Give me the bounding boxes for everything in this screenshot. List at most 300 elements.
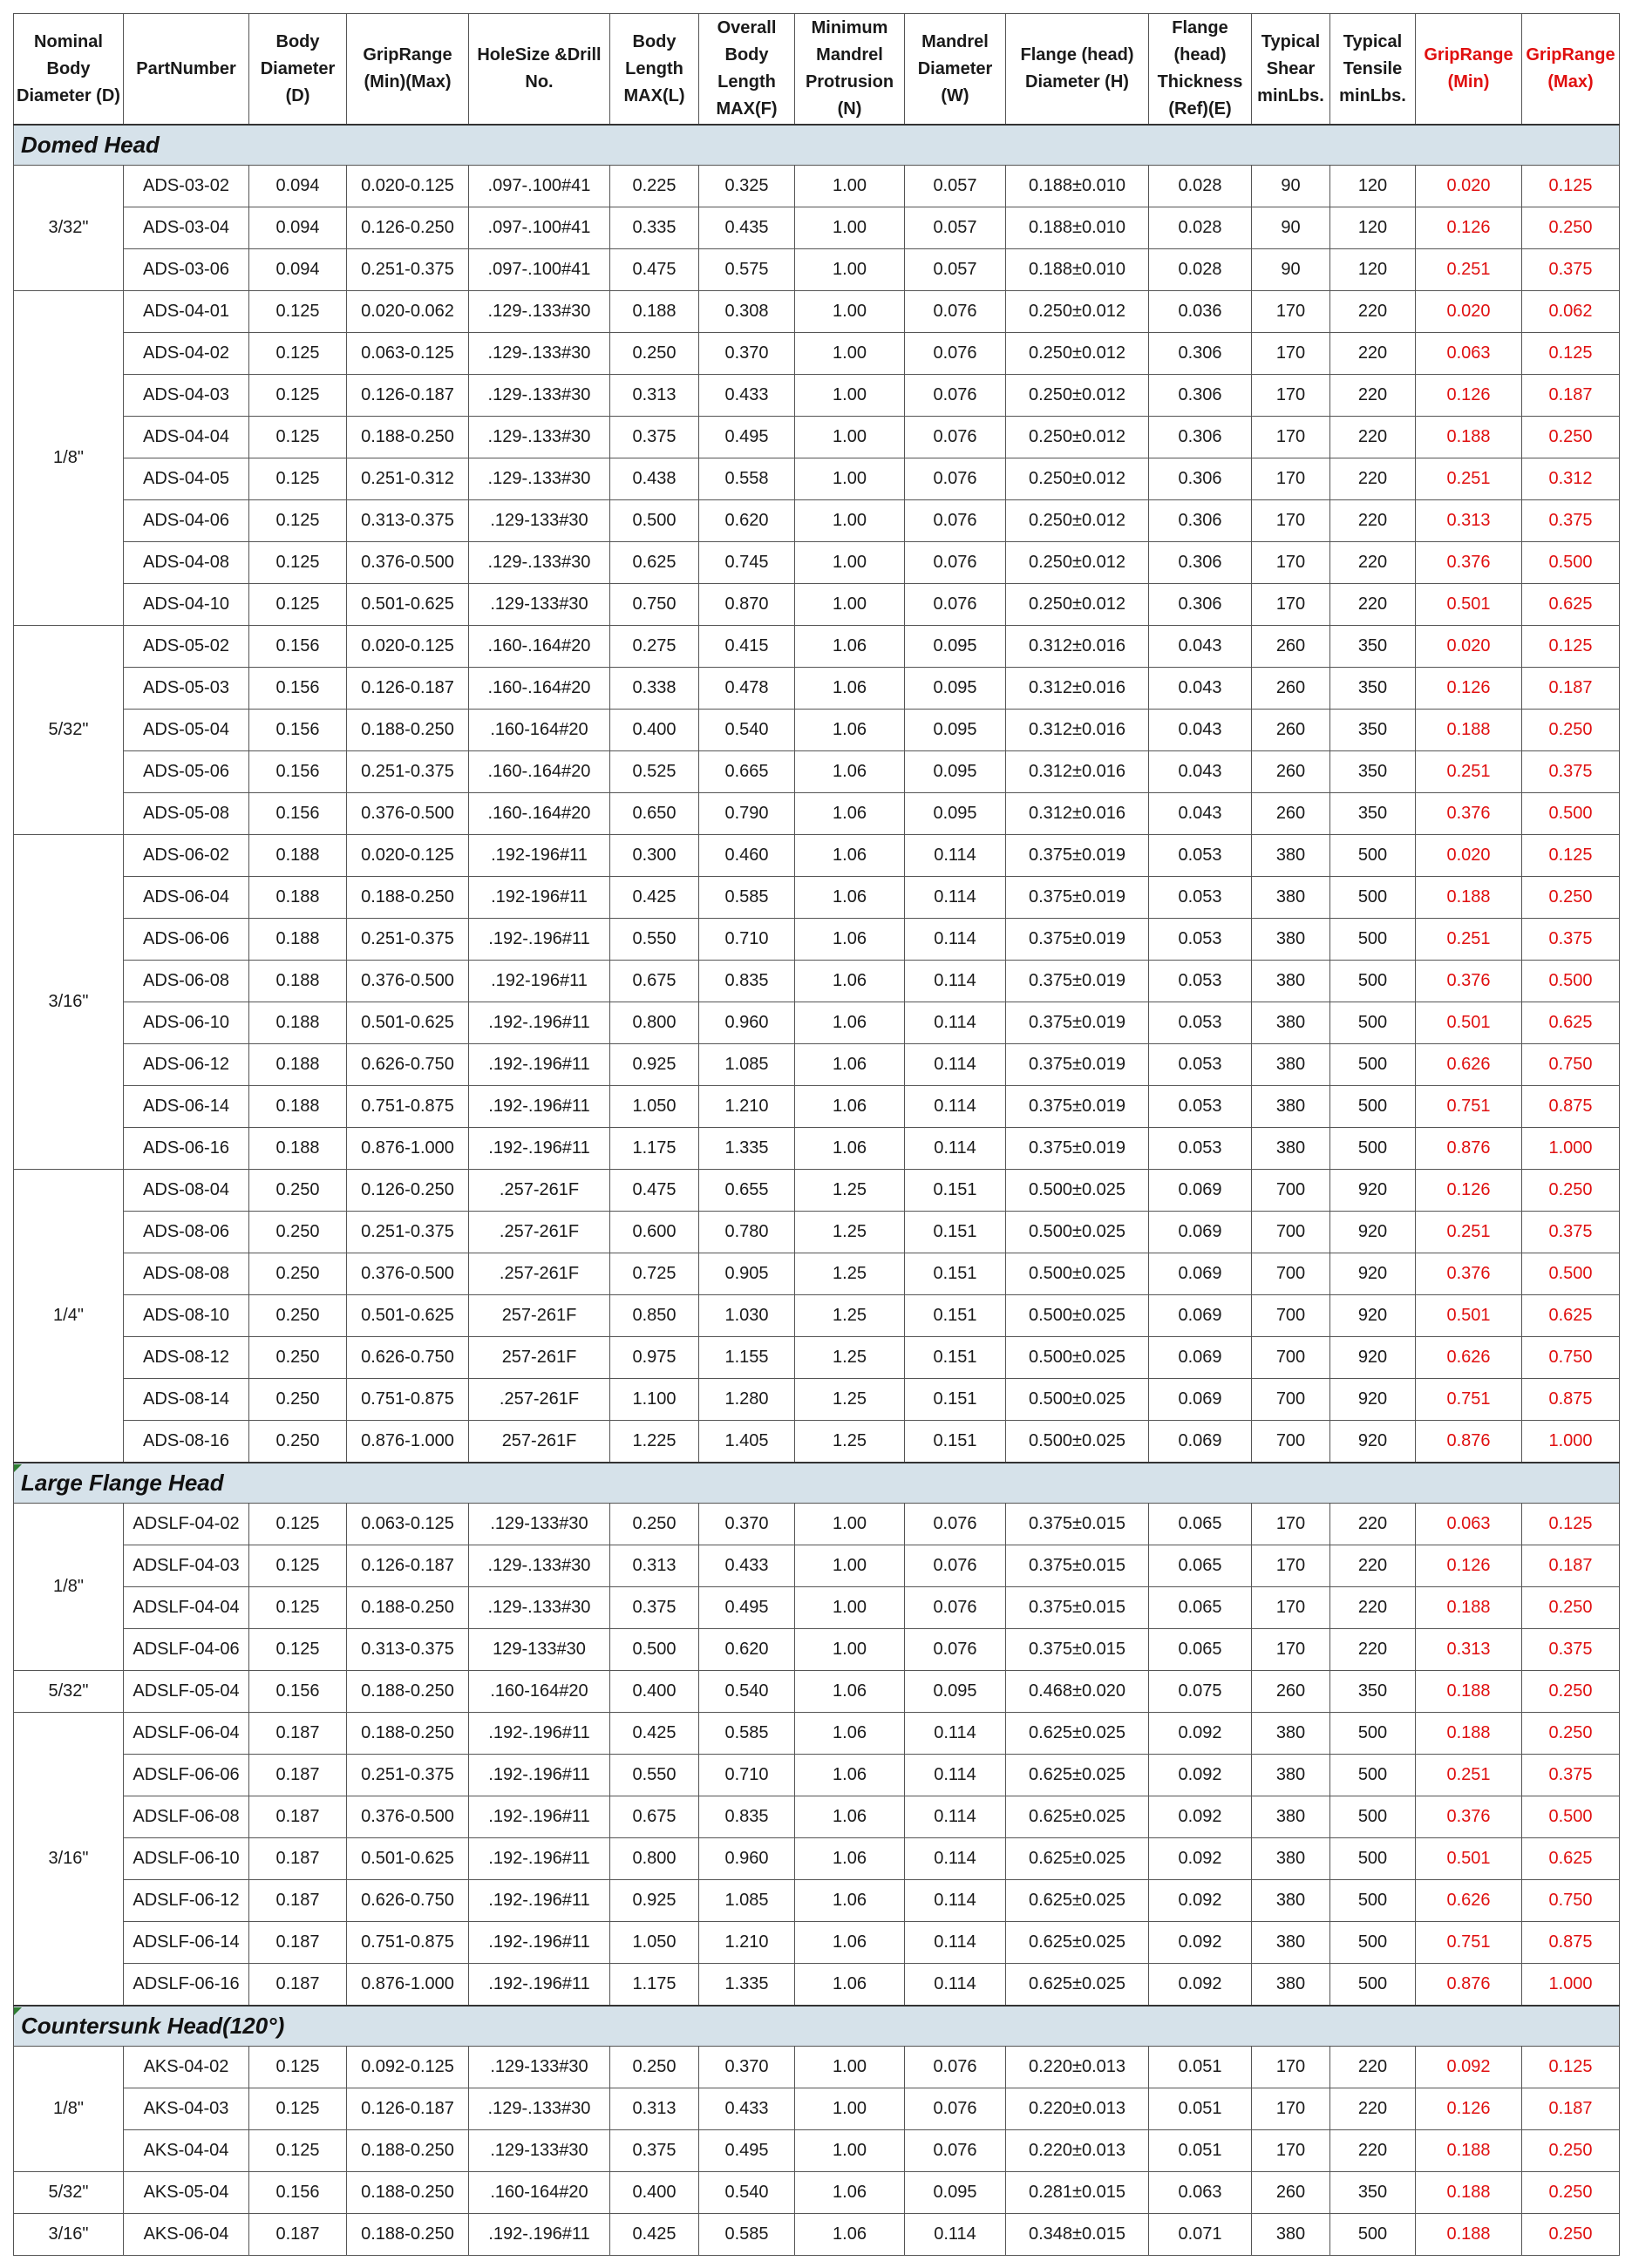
table-cell: 0.438: [610, 458, 699, 500]
table-cell: 0.745: [699, 542, 795, 584]
table-cell: 0.076: [905, 417, 1006, 458]
table-cell: 0.433: [699, 1545, 795, 1587]
table-row: [14, 1044, 1620, 1086]
table-cell: 700: [1252, 1295, 1330, 1337]
table-cell: 260: [1252, 751, 1330, 793]
part-number-cell: ADS-08-08: [124, 1253, 249, 1295]
table-cell: 0.625±0.025: [1006, 1755, 1149, 1796]
table-cell: 500: [1330, 1880, 1416, 1922]
table-row: [14, 835, 1620, 877]
table-cell: 0.043: [1149, 626, 1252, 668]
table-cell: 0.043: [1149, 710, 1252, 751]
table-cell: 0.250: [249, 1253, 347, 1295]
table-cell: 0.126-0.187: [347, 2088, 469, 2130]
table-cell: 0.313: [610, 1545, 699, 1587]
table-cell: 1.00: [795, 1545, 905, 1587]
table-cell: 380: [1252, 877, 1330, 919]
table-cell: 0.375: [1522, 249, 1620, 291]
table-cell: 1.175: [610, 1128, 699, 1170]
table-cell: 0.187: [1522, 1545, 1620, 1587]
table-cell: 0.558: [699, 458, 795, 500]
table-cell: 0.500±0.025: [1006, 1379, 1149, 1421]
table-cell: 0.251: [1416, 751, 1522, 793]
table-cell: 220: [1330, 458, 1416, 500]
part-number-cell: AKS-04-03: [124, 2088, 249, 2130]
part-number-cell: ADS-08-12: [124, 1337, 249, 1379]
table-cell: 0.875: [1522, 1086, 1620, 1128]
table-cell: 0.626-0.750: [347, 1880, 469, 1922]
table-cell: 0.376-0.500: [347, 1253, 469, 1295]
table-row: [14, 1629, 1620, 1671]
table-cell: 120: [1330, 249, 1416, 291]
table-cell: 0.625±0.025: [1006, 1838, 1149, 1880]
table-cell: 0.151: [905, 1337, 1006, 1379]
column-header: Flange (head) Diameter (H): [1006, 14, 1149, 126]
table-cell: 0.250±0.012: [1006, 375, 1149, 417]
table-cell: 0.625±0.025: [1006, 1922, 1149, 1964]
table-cell: 0.095: [905, 710, 1006, 751]
part-number-cell: ADSLF-04-06: [124, 1629, 249, 1671]
table-cell: 350: [1330, 793, 1416, 835]
table-cell: 0.076: [905, 584, 1006, 626]
table-cell: 1.06: [795, 1838, 905, 1880]
table-cell: 0.251: [1416, 249, 1522, 291]
table-cell: 0.250: [610, 333, 699, 375]
table-cell: 1.06: [795, 961, 905, 1002]
table-cell: .192-.196#11: [469, 1922, 610, 1964]
table-cell: 0.335: [610, 207, 699, 249]
part-number-cell: ADS-06-08: [124, 961, 249, 1002]
table-cell: 0.188: [1416, 2172, 1522, 2214]
table-cell: 350: [1330, 710, 1416, 751]
table-cell: 0.043: [1149, 751, 1252, 793]
table-cell: 0.251-0.312: [347, 458, 469, 500]
column-header: GripRange (Max): [1522, 14, 1620, 126]
table-cell: 0.250: [1522, 2130, 1620, 2172]
table-cell: 1.405: [699, 1421, 795, 1463]
table-cell: 170: [1252, 542, 1330, 584]
table-cell: 0.075: [1149, 1671, 1252, 1713]
table-cell: 0.125: [249, 1545, 347, 1587]
table-cell: 0.069: [1149, 1421, 1252, 1463]
table-cell: .097-.100#41: [469, 249, 610, 291]
table-cell: 260: [1252, 626, 1330, 668]
table-cell: 0.114: [905, 835, 1006, 877]
table-cell: 0.281±0.015: [1006, 2172, 1149, 2214]
table-cell: 0.620: [699, 1629, 795, 1671]
table-cell: .257-261F: [469, 1212, 610, 1253]
table-cell: 0.500±0.025: [1006, 1170, 1149, 1212]
table-cell: 0.375±0.015: [1006, 1545, 1149, 1587]
table-cell: 0.125: [249, 1587, 347, 1629]
part-number-cell: ADS-05-08: [124, 793, 249, 835]
table-cell: .160-.164#20: [469, 626, 610, 668]
table-row: [14, 2130, 1620, 2172]
table-cell: 0.250: [1522, 1587, 1620, 1629]
table-cell: 0.125: [249, 1629, 347, 1671]
table-cell: 380: [1252, 1880, 1330, 1922]
table-row: [14, 584, 1620, 626]
table-cell: 1.100: [610, 1379, 699, 1421]
column-header: Flange (head) Thickness (Ref)(E): [1149, 14, 1252, 126]
table-cell: 0.188±0.010: [1006, 249, 1149, 291]
table-cell: 920: [1330, 1170, 1416, 1212]
table-cell: 0.126: [1416, 668, 1522, 710]
table-cell: 220: [1330, 333, 1416, 375]
table-cell: .192-.196#11: [469, 1755, 610, 1796]
table-cell: 0.251-0.375: [347, 751, 469, 793]
table-cell: 0.626: [1416, 1337, 1522, 1379]
column-header: Body Diameter (D): [249, 14, 347, 126]
table-cell: 500: [1330, 1964, 1416, 2007]
table-cell: 0.376: [1416, 961, 1522, 1002]
table-cell: 0.312±0.016: [1006, 793, 1149, 835]
table-cell: .257-261F: [469, 1253, 610, 1295]
part-number-cell: ADS-05-02: [124, 626, 249, 668]
table-cell: 920: [1330, 1295, 1416, 1337]
table-cell: 1.06: [795, 2214, 905, 2256]
table-cell: 220: [1330, 500, 1416, 542]
table-cell: 0.501-0.625: [347, 584, 469, 626]
section-title: Countersunk Head(120°): [14, 2006, 1620, 2047]
table-cell: .129-.133#30: [469, 542, 610, 584]
table-cell: 0.250: [1522, 710, 1620, 751]
table-cell: 170: [1252, 1504, 1330, 1545]
table-cell: 380: [1252, 1755, 1330, 1796]
table-row: [14, 458, 1620, 500]
table-cell: 380: [1252, 1044, 1330, 1086]
table-cell: 0.156: [249, 710, 347, 751]
table-cell: 0.250: [610, 1504, 699, 1545]
table-cell: 1.06: [795, 710, 905, 751]
table-cell: 0.053: [1149, 1086, 1252, 1128]
table-cell: .129-.133#30: [469, 2088, 610, 2130]
table-cell: 170: [1252, 458, 1330, 500]
table-cell: 1.00: [795, 2088, 905, 2130]
table-cell: 920: [1330, 1379, 1416, 1421]
table-cell: 0.750: [1522, 1880, 1620, 1922]
part-number-cell: ADS-05-03: [124, 668, 249, 710]
table-cell: 0.400: [610, 710, 699, 751]
table-cell: 700: [1252, 1212, 1330, 1253]
table-cell: 0.620: [699, 500, 795, 542]
table-cell: 0.625: [1522, 1295, 1620, 1337]
table-cell: 1.210: [699, 1922, 795, 1964]
table-cell: 0.053: [1149, 1002, 1252, 1044]
table-cell: 0.312±0.016: [1006, 751, 1149, 793]
table-cell: 90: [1252, 166, 1330, 207]
table-cell: 0.250: [610, 2047, 699, 2088]
table-cell: 0.188: [1416, 710, 1522, 751]
table-row: [14, 375, 1620, 417]
table-cell: 1.06: [795, 1713, 905, 1755]
table-cell: 500: [1330, 1128, 1416, 1170]
table-cell: 0.790: [699, 793, 795, 835]
part-number-cell: ADS-04-08: [124, 542, 249, 584]
table-cell: 0.076: [905, 1587, 1006, 1629]
part-number-cell: AKS-04-02: [124, 2047, 249, 2088]
table-cell: 170: [1252, 2088, 1330, 2130]
table-cell: 1.00: [795, 2130, 905, 2172]
table-cell: 0.076: [905, 1504, 1006, 1545]
table-cell: 0.187: [249, 2214, 347, 2256]
table-cell: 0.188: [1416, 1671, 1522, 1713]
table-cell: 1.00: [795, 2047, 905, 2088]
table-cell: 0.069: [1149, 1253, 1252, 1295]
table-cell: 0.626-0.750: [347, 1044, 469, 1086]
nominal-diameter-cell: 3/32": [14, 166, 124, 291]
table-cell: 1.030: [699, 1295, 795, 1337]
table-cell: 500: [1330, 835, 1416, 877]
table-cell: 0.188: [249, 835, 347, 877]
table-cell: 0.495: [699, 2130, 795, 2172]
table-cell: 0.094: [249, 207, 347, 249]
column-header: PartNumber: [124, 14, 249, 126]
table-cell: 0.370: [699, 2047, 795, 2088]
table-cell: 0.625: [1522, 584, 1620, 626]
table-cell: 1.06: [795, 793, 905, 835]
table-cell: 0.069: [1149, 1170, 1252, 1212]
part-number-cell: ADS-04-10: [124, 584, 249, 626]
table-cell: 0.501: [1416, 584, 1522, 626]
table-row: [14, 1713, 1620, 1755]
table-cell: 1.00: [795, 1504, 905, 1545]
table-cell: 0.114: [905, 1002, 1006, 1044]
table-cell: 1.06: [795, 1755, 905, 1796]
table-cell: 1.06: [795, 919, 905, 961]
table-cell: 380: [1252, 919, 1330, 961]
table-cell: 0.875: [1522, 1379, 1620, 1421]
table-cell: 0.092: [1149, 1796, 1252, 1838]
table-cell: 0.575: [699, 249, 795, 291]
table-cell: 0.313-0.375: [347, 500, 469, 542]
table-cell: 0.500±0.025: [1006, 1337, 1149, 1379]
table-cell: 0.500: [1522, 961, 1620, 1002]
table-cell: 1.000: [1522, 1964, 1620, 2007]
table-cell: 220: [1330, 2130, 1416, 2172]
table-cell: 0.076: [905, 500, 1006, 542]
table-cell: 0.876-1.000: [347, 1421, 469, 1463]
table-cell: 0.475: [610, 249, 699, 291]
table-cell: 0.114: [905, 1086, 1006, 1128]
table-row: [14, 2088, 1620, 2130]
table-cell: 0.375±0.019: [1006, 1128, 1149, 1170]
table-cell: 0.751: [1416, 1922, 1522, 1964]
table-cell: 0.125: [249, 584, 347, 626]
table-cell: 0.062: [1522, 291, 1620, 333]
table-row: [14, 1128, 1620, 1170]
table-cell: 0.665: [699, 751, 795, 793]
table-cell: .097-.100#41: [469, 207, 610, 249]
table-cell: 0.188-0.250: [347, 710, 469, 751]
table-cell: 0.071: [1149, 2214, 1252, 2256]
table-cell: 0.156: [249, 1671, 347, 1713]
table-cell: 0.125: [249, 2088, 347, 2130]
table-cell: 0.501-0.625: [347, 1295, 469, 1337]
table-cell: 0.125: [1522, 166, 1620, 207]
table-cell: 0.125: [249, 333, 347, 375]
table-row: [14, 500, 1620, 542]
table-cell: 0.306: [1149, 375, 1252, 417]
table-cell: 380: [1252, 1922, 1330, 1964]
nominal-diameter-cell: 1/8": [14, 1504, 124, 1671]
table-row: [14, 1212, 1620, 1253]
table-cell: 0.188: [249, 1086, 347, 1128]
part-number-cell: ADS-05-06: [124, 751, 249, 793]
table-cell: 0.187: [1522, 668, 1620, 710]
table-cell: 220: [1330, 1587, 1416, 1629]
table-cell: 260: [1252, 793, 1330, 835]
table-cell: 120: [1330, 207, 1416, 249]
table-cell: 220: [1330, 375, 1416, 417]
table-cell: 0.251-0.375: [347, 1755, 469, 1796]
table-cell: 1.000: [1522, 1421, 1620, 1463]
part-number-cell: AKS-04-04: [124, 2130, 249, 2172]
table-cell: 920: [1330, 1253, 1416, 1295]
table-cell: 0.376-0.500: [347, 1796, 469, 1838]
table-cell: 0.069: [1149, 1337, 1252, 1379]
nominal-diameter-cell: 1/8": [14, 2047, 124, 2172]
part-number-cell: ADS-04-02: [124, 333, 249, 375]
table-cell: 0.188-0.250: [347, 877, 469, 919]
table-cell: 0.188-0.250: [347, 2172, 469, 2214]
table-cell: .257-261F: [469, 1170, 610, 1212]
table-cell: 0.187: [249, 1713, 347, 1755]
part-number-cell: ADS-06-12: [124, 1044, 249, 1086]
table-cell: 0.063: [1416, 1504, 1522, 1545]
rivet-spec-table: [13, 13, 1620, 2256]
part-number-cell: ADS-04-01: [124, 291, 249, 333]
table-cell: 0.375±0.015: [1006, 1504, 1149, 1545]
part-number-cell: ADSLF-05-04: [124, 1671, 249, 1713]
table-cell: 0.065: [1149, 1629, 1252, 1671]
table-cell: 0.095: [905, 2172, 1006, 2214]
table-cell: 0.095: [905, 668, 1006, 710]
table-cell: 1.25: [795, 1295, 905, 1337]
table-cell: 0.468±0.020: [1006, 1671, 1149, 1713]
table-cell: 0.312: [1522, 458, 1620, 500]
table-cell: 0.501-0.625: [347, 1002, 469, 1044]
table-cell: 1.335: [699, 1964, 795, 2007]
table-cell: 920: [1330, 1421, 1416, 1463]
table-cell: 500: [1330, 2214, 1416, 2256]
table-row: [14, 1838, 1620, 1880]
table-cell: 0.500: [1522, 1253, 1620, 1295]
table-cell: 0.187: [249, 1796, 347, 1838]
table-cell: .129-.133#30: [469, 375, 610, 417]
nominal-diameter-cell: 3/16": [14, 835, 124, 1170]
table-cell: 0.125: [1522, 626, 1620, 668]
table-cell: 0.495: [699, 1587, 795, 1629]
table-cell: 0.063: [1416, 333, 1522, 375]
table-cell: 0.370: [699, 333, 795, 375]
table-cell: 1.00: [795, 375, 905, 417]
table-cell: 0.250±0.012: [1006, 458, 1149, 500]
table-cell: 500: [1330, 1755, 1416, 1796]
table-row: [14, 793, 1620, 835]
table-cell: 1.06: [795, 1922, 905, 1964]
table-cell: 1.06: [795, 1002, 905, 1044]
table-cell: 0.156: [249, 793, 347, 835]
nominal-diameter-cell: 1/4": [14, 1170, 124, 1463]
table-row: [14, 1421, 1620, 1463]
table-cell: .097-.100#41: [469, 166, 610, 207]
table-cell: 0.053: [1149, 919, 1252, 961]
table-cell: 0.250: [249, 1212, 347, 1253]
table-cell: 700: [1252, 1421, 1330, 1463]
table-cell: 0.251-0.375: [347, 1212, 469, 1253]
part-number-cell: ADS-08-10: [124, 1295, 249, 1337]
table-cell: 0.063: [1149, 2172, 1252, 2214]
table-cell: 0.114: [905, 1838, 1006, 1880]
table-cell: .129-.133#30: [469, 1545, 610, 1587]
table-cell: 260: [1252, 668, 1330, 710]
table-cell: 220: [1330, 291, 1416, 333]
table-cell: 0.114: [905, 1922, 1006, 1964]
table-cell: .160-.164#20: [469, 751, 610, 793]
table-cell: 0.076: [905, 291, 1006, 333]
table-cell: 500: [1330, 877, 1416, 919]
table-cell: 0.114: [905, 1796, 1006, 1838]
table-cell: 0.057: [905, 207, 1006, 249]
table-cell: 0.095: [905, 626, 1006, 668]
table-row: [14, 1796, 1620, 1838]
table-cell: 0.126: [1416, 1545, 1522, 1587]
table-cell: 0.076: [905, 542, 1006, 584]
table-cell: 0.313: [610, 2088, 699, 2130]
table-cell: 0.063-0.125: [347, 333, 469, 375]
table-cell: 380: [1252, 1086, 1330, 1128]
table-cell: 0.313-0.375: [347, 1629, 469, 1671]
part-number-cell: AKS-06-04: [124, 2214, 249, 2256]
table-row: [14, 877, 1620, 919]
table-cell: .129-.133#30: [469, 1587, 610, 1629]
table-cell: 0.876-1.000: [347, 1128, 469, 1170]
table-cell: .160-.164#20: [469, 668, 610, 710]
table-cell: 0.188: [1416, 1587, 1522, 1629]
table-cell: .192-196#11: [469, 835, 610, 877]
table-cell: 0.125: [249, 375, 347, 417]
table-cell: 0.250: [1522, 1170, 1620, 1212]
column-header: Nominal Body Diameter (D): [14, 14, 124, 126]
table-cell: 0.925: [610, 1044, 699, 1086]
table-cell: 0.020: [1416, 291, 1522, 333]
table-cell: 0.051: [1149, 2047, 1252, 2088]
table-cell: 0.187: [249, 1880, 347, 1922]
table-cell: 0.076: [905, 1545, 1006, 1587]
table-cell: 1.06: [795, 626, 905, 668]
table-cell: 0.188: [249, 877, 347, 919]
table-cell: 0.625±0.025: [1006, 1964, 1149, 2007]
table-cell: 500: [1330, 1922, 1416, 1964]
table-cell: 0.251: [1416, 919, 1522, 961]
part-number-cell: ADS-06-14: [124, 1086, 249, 1128]
table-cell: 0.092: [1149, 1755, 1252, 1796]
table-cell: 1.050: [610, 1922, 699, 1964]
table-cell: 0.126-0.187: [347, 668, 469, 710]
table-cell: .192-.196#11: [469, 1838, 610, 1880]
table-cell: 0.500: [1522, 542, 1620, 584]
table-cell: 0.251-0.375: [347, 249, 469, 291]
table-cell: 0.036: [1149, 291, 1252, 333]
table-cell: 500: [1330, 1044, 1416, 1086]
table-cell: 380: [1252, 1128, 1330, 1170]
table-cell: 0.020: [1416, 166, 1522, 207]
table-cell: 0.625±0.025: [1006, 1796, 1149, 1838]
table-row: [14, 417, 1620, 458]
table-cell: 0.156: [249, 751, 347, 793]
table-cell: 0.375±0.019: [1006, 1044, 1149, 1086]
